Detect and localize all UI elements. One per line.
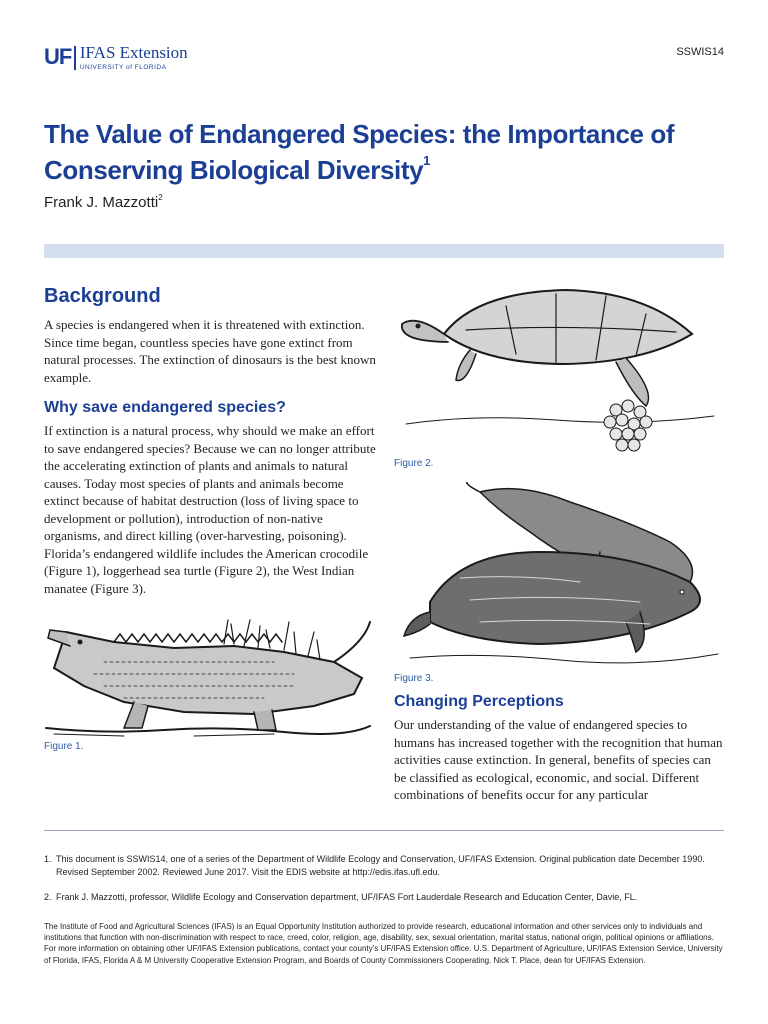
footnote-2-number: 2.	[44, 892, 52, 902]
footnote-2-text: Frank J. Mazzotti, professor, Wildlife Ecology and Conservation department, UF/IFAS Fort Lauderdale Research and Education Center, Davie, FL.	[56, 892, 638, 902]
header-rule-bar	[44, 244, 724, 258]
footnote-1-text: This document is SSWIS14, one of a series of the Department of Wildlife Ecology and Conservation, UF/IFAS Extension. Original publication date December 1990. Revised September 2002. Reviewed June 2017. Visit the EDIS website at http://edis.ifas.ufl.edu.	[56, 854, 705, 877]
author-line	[44, 194, 163, 211]
document-id: SSWIS14	[676, 46, 724, 58]
footnote-2	[44, 891, 724, 904]
page-title	[44, 116, 724, 188]
background-paragraph: A species is endangered when it is threatened with extinction. Since time began, countless species have gone extinct from natural processes. The extinction of dinosaurs is the best known example.	[44, 317, 376, 385]
section-heading-why-save: Why save endangered species?	[44, 399, 286, 416]
footnote-1-number: 1.	[44, 854, 52, 864]
author-footnote-ref[interactable]: 2	[158, 193, 163, 202]
section-heading-background: Background	[44, 285, 161, 307]
uf-ifas-logo[interactable]	[44, 44, 188, 72]
footnote-divider	[44, 830, 724, 831]
footnote-1	[44, 853, 724, 879]
figure-2-caption: Figure 2.	[394, 458, 434, 469]
title-text: The Value of Endangered Species: the Importance of Conserving Biological Diversity	[44, 119, 675, 185]
changing-perceptions-paragraph: Our understanding of the value of endangered species to humans has increased together with the recognition that human activities cause extinction. In general, benefits of species can be classified as ecological, economic, and social. Different combinations of benefits occur for any particular	[394, 717, 723, 802]
figure-3-manatee-illustration	[400, 482, 722, 668]
section-heading-changing-perceptions: Changing Perceptions	[394, 693, 564, 710]
figure-3-caption: Figure 3.	[394, 673, 434, 684]
logo-mark: UF	[44, 44, 72, 69]
figure-1-caption: Figure 1.	[44, 741, 84, 752]
logo-name: IFAS Extension	[79, 43, 188, 62]
author-name: Frank J. Mazzotti	[44, 194, 159, 211]
why-save-paragraph: If extinction is a natural process, why should we make an effort to save endangered species? Because we can no longer attribute the accelerating extinction of plants and animals to natural causes. Today most species of plants and animals become extinct because of habitat destruction (loss of living space to development or pollution), introduction of non-native organisms, and direct killing (over-harvesting, poisoning). Florida’s endangered wildlife includes the American crocodile (Figure 1), loggerhead sea turtle (Figure 2), the West Indian manatee (Figure 3).	[44, 423, 376, 596]
logo-text	[80, 44, 188, 72]
logo-divider	[74, 46, 76, 70]
figure-1-crocodile-illustration	[44, 602, 372, 738]
equal-opportunity-statement: The Institute of Food and Agricultural Sciences (IFAS) is an Equal Opportunity Institution authorized to provide research, educational information and other services only to individuals and institutions that function with non-discrimination with respect to race, creed, color, religion, age, disability, sex, sexual orientation, marital status, national origin, political opinions or affiliations. For more information on obtaining other UF/IFAS Extension publications, contact your county’s UF/IFAS Extension office. U.S. Department of Agriculture, UF/IFAS Extension Service, University of Florida, IFAS, Florida A & M University Cooperative Extension Program, and Boards of County Commissioners Cooperating. Nick T. Place, dean for UF/IFAS Extension.	[44, 922, 723, 965]
title-footnote-ref[interactable]: 1	[423, 153, 430, 168]
figure-2-loggerhead-turtle-illustration	[396, 284, 718, 456]
logo-subtitle: UNIVERSITY of FLORIDA	[79, 64, 167, 71]
